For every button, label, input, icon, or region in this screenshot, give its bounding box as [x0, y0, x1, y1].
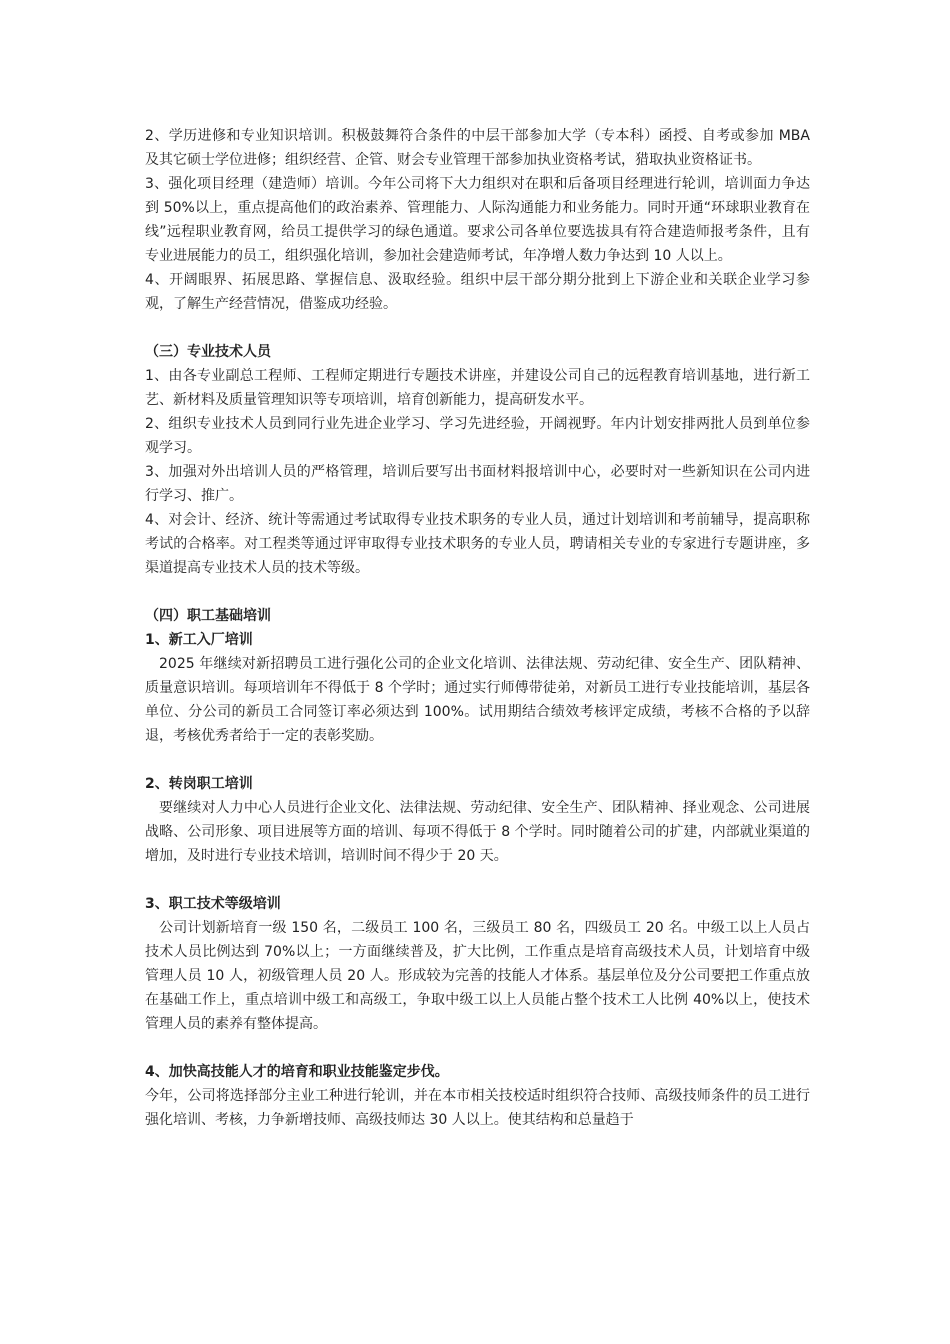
spacer: [145, 580, 810, 604]
sub1-body: 2025 年继续对新招聘员工进行强化公司的企业文化培训、法律法规、劳动纪律、安全生产、团队精神、质量意识培训。每项培训年不得低于 8 个学时；通过实行师傅带徒弟，对新员工进行专业技能培训，基层各单位、分公司的新员工合同签订率必须达到 100%。试用期结合绩效考核评定成绩，考核不合格的予以辞退，考核优秀者给于一定的表彰奖励。: [145, 656, 810, 744]
document-page: [145, 124, 810, 1132]
sub4-title: 4、加快高技能人才的培育和职业技能鉴定步伐。: [145, 1064, 449, 1080]
spacer: [145, 1036, 810, 1060]
tech-item-4: 4、对会计、经济、统计等需通过考试取得专业技术职务的专业人员，通过计划培训和考前辅导，提高职称考试的合格率。对工程类等通过评审取得专业技术职务的专业人员，聘请相关专业的专家进行专题讲座，多渠道提高专业技术人员的技术等级。: [145, 512, 810, 576]
sub4-body: 今年，公司将选择部分主业工种进行轮训，并在本市相关技校适时组织符合技师、高级技师条件的员工进行强化培训、考核，力争新增技师、高级技师达 30 人以上。使其结构和总量趋于: [145, 1088, 810, 1128]
spacer: [145, 868, 810, 892]
sub2-body: 要继续对人力中心人员进行企业文化、法律法规、劳动纪律、安全生产、团队精神、择业观念、公司进展战略、公司形象、项目进展等方面的培训、每项不得低于 8 个学时。同时随着公司的扩建，内部就业渠道的增加，及时进行专业技术培训，培训时间不得少于 20 天。: [145, 800, 810, 864]
tech-item-2: 2、组织专业技术人员到同行业先进企业学习、学习先进经验，开阔视野。年内计划安排两批人员到单位参观学习。: [145, 416, 810, 456]
section-three-title: （三）专业技术人员: [145, 344, 271, 360]
spacer: [145, 748, 810, 772]
mgmt-item-2: 2、学历进修和专业知识培训。积极鼓舞符合条件的中层干部参加大学（专本科）函授、自考或参加 MBA 及其它硕士学位进修；组织经营、企管、财会专业管理干部参加执业资格考试，猎取执业资格证书。: [145, 128, 810, 168]
sub2-title: 2、转岗职工培训: [145, 776, 253, 792]
sub3-title: 3、职工技术等级培训: [145, 896, 281, 912]
mgmt-item-4: 4、开阔眼界、拓展思路、掌握信息、汲取经验。组织中层干部分期分批到上下游企业和关联企业学习参观，了解生产经营情况，借鉴成功经验。: [145, 272, 810, 312]
mgmt-item-3: 3、强化项目经理（建造师）培训。今年公司将下大力组织对在职和后备项目经理进行轮训，培训面力争达到 50%以上，重点提高他们的政治素养、管理能力、人际沟通能力和业务能力。同时开通“环球职业教育在线”远程职业教育网，给员工提供学习的绿色通道。要求公司各单位要选拔具有符合建造师报考条件，且有专业进展能力的员工，组织强化培训，参加社会建造师考试，年净增人数力争达到 10 人以上。: [145, 176, 810, 264]
spacer: [145, 316, 810, 340]
tech-item-3: 3、加强对外出培训人员的严格管理，培训后要写出书面材料报培训中心，必要时对一些新知识在公司内进行学习、推广。: [145, 464, 810, 504]
tech-item-1: 1、由各专业副总工程师、工程师定期进行专题技术讲座，并建设公司自己的远程教育培训基地，进行新工艺、新材料及质量管理知识等专项培训，培育创新能力，提高研发水平。: [145, 368, 810, 408]
sub3-body: 公司计划新培育一级 150 名，二级员工 100 名，三级员工 80 名，四级员工 20 名。中级工以上人员占技术人员比例达到 70%以上；一方面继续普及，扩大比例，工作重点是培育高级技术人员，计划培育中级管理人员 10 人，初级管理人员 20 人。形成较为完善的技能人才体系。基层单位及分公司要把工作重点放在基础工作上，重点培训中级工和高级工，争取中级工以上人员能占整个技术工人比例 40%以上，使技术管理人员的素养有整体提高。: [145, 920, 810, 1032]
sub1-title: 1、新工入厂培训: [145, 632, 253, 648]
section-four-title: （四）职工基础培训: [145, 608, 271, 624]
